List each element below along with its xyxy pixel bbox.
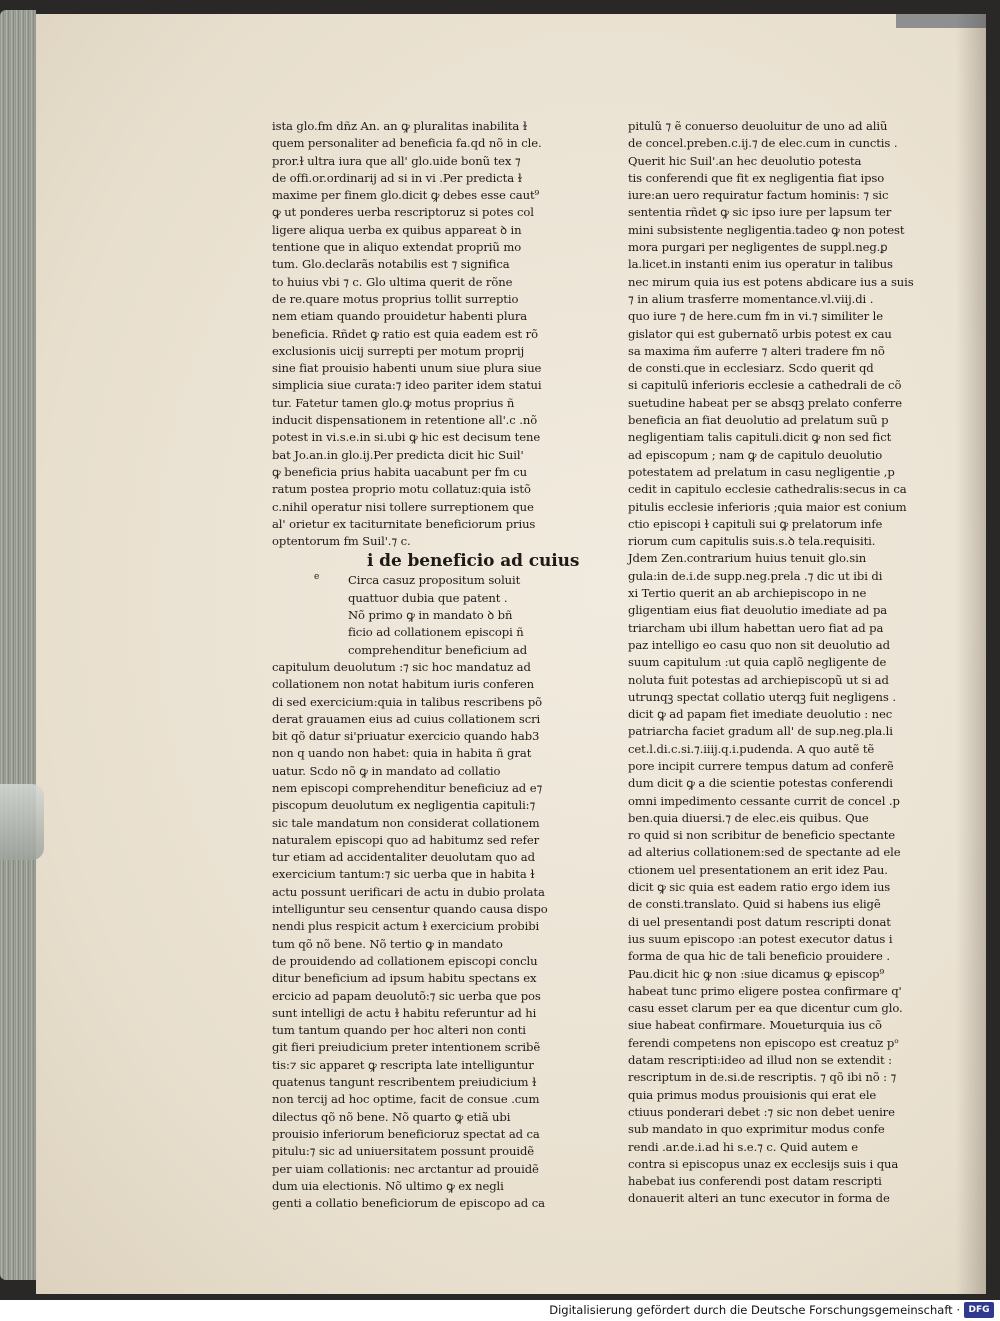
text-line: negligentiam talis capituli.dicit ꝙ non sed fict — [628, 430, 892, 445]
text-line: tur etiam ad accidentaliter deuolutam quo ad — [272, 850, 535, 865]
text-line: dicit ꝙ sic quia est eadem ratio ergo idem ius — [628, 880, 891, 895]
text-line: pitulu:⁊ sic ad uniuersitatem possunt prouidẽ — [272, 1144, 535, 1159]
section-heading: i de beneficio ad cuius — [367, 551, 580, 572]
right-column-lines — [628, 118, 914, 1208]
text-line: tum. Glo.declarãs notabilis est ⁊ significa — [272, 257, 510, 272]
text-line: quattuor dubia que patent . — [348, 590, 508, 605]
text-line: ꝙ beneficia prius habita uacabunt per fm cu — [272, 464, 527, 479]
text-line: si capitulũ inferioris ecclesie a cathedrali de cõ — [628, 378, 902, 393]
text-line: ligere aliqua uerba ex quibus appareat ꝺ in — [272, 222, 522, 237]
text-line: sine fiat prouisio habenti unum siue plura siue — [272, 361, 542, 376]
text-line: optentorum fm Suil'.⁊ c. — [272, 534, 411, 549]
text-line: dilectus qõ nõ bene. Nõ quarto ꝙ etiã ubi — [272, 1109, 511, 1124]
text-line: bit qõ datur si'priuatur exercicio quando hab3 — [272, 729, 540, 744]
text-line: suetudine habeat per se absqꝫ prelato conferre — [628, 395, 902, 410]
text-line: prouisio inferiorum beneficioruz spectat ad ca — [272, 1126, 540, 1141]
text-line: siue habeat confirmare. Moueturquia ius cõ — [628, 1018, 882, 1033]
footer-funding-text: Digitalisierung gefördert durch die Deutsche Forschungsgemeinschaft · — [549, 1303, 960, 1317]
text-line: pore incipit currere tempus datum ad conferẽ — [628, 758, 894, 773]
text-line: ad alterius collationem:sed de spectante ad ele — [628, 845, 901, 860]
text-line: quo iure ⁊ de here.cum fm in vi.⁊ similiter le — [628, 309, 884, 324]
text-line: nem etiam quando prouidetur habenti plura — [272, 309, 528, 324]
text-line: riorum cum capitulis suis.s.ꝺ tela.requisiti. — [628, 534, 876, 549]
text-line: habeat tunc primo eligere postea confirmare q' — [628, 983, 902, 998]
text-line: xi Tertio querit an ab archiepiscopo in ne — [628, 586, 867, 601]
text-line: tur. Fatetur tamen glo.ꝙ motus proprius ñ — [272, 395, 515, 410]
text-line: sub mandato in quo exprimitur modus confe — [628, 1122, 885, 1137]
text-line: derat grauamen eius ad cuius collationem scri — [272, 711, 541, 726]
text-line: actu possunt uerificari de actu in dubio prolata — [272, 884, 545, 899]
text-line: inducit dispensationem in retentione all'.c .nõ — [272, 413, 538, 428]
text-line: noluta fuit potestas ad archiepiscopũ ut si ad — [628, 672, 889, 687]
text-line: ferendi competens non episcopo est creatuz pᵒ — [628, 1035, 899, 1050]
left-column-lines-after — [272, 659, 548, 1213]
text-line: pitulũ ⁊ ẽ conuerso deuoluitur de uno ad aliũ — [628, 119, 888, 133]
page-gutter-shadow — [956, 14, 986, 1294]
dfg-logo: DFG — [964, 1302, 994, 1318]
text-line: beneficia an fiat deuolutio ad prelatum suũ p — [628, 413, 889, 428]
text-line: de consti.translato. Quid si habens ius eligẽ — [628, 897, 881, 912]
left-column-indented-lines — [272, 572, 528, 658]
text-line: nec mirum quia ius est potens abdicare ius a suis — [628, 274, 914, 289]
text-line: bat Jo.an.in glo.ij.Per predicta dicit hic Suil' — [272, 447, 524, 462]
text-line: la.licet.in instanti enim ius operatur in talibus — [628, 257, 893, 272]
text-line: genti a collatio beneficiorum de episcopo ad ca — [272, 1196, 545, 1211]
text-line: de offi.or.ordinarij ad si in vi .Per predicta ɫ — [272, 170, 522, 185]
text-line: di sed exercicium:quia in talibus rescribens põ — [272, 694, 543, 709]
text-line: gligentiam eius fiat deuolutio imediate ad pa — [628, 603, 888, 618]
text-line: datam rescripti:ideo ad illud non se extendit : — [628, 1053, 892, 1068]
text-line: contra si episcopus unaz ex ecclesijs suis i qua — [628, 1156, 899, 1171]
text-line: git fieri preiudicium preter intentionem scribẽ — [272, 1040, 541, 1055]
text-line: pror.ɫ ultra iura que all' glo.uide bonũ tex ⁊ — [272, 153, 521, 168]
text-line: ercicio ad papam deuolutõ:⁊ sic uerba que pos — [272, 988, 541, 1003]
text-line: Circa casuz propositum soluit — [348, 573, 521, 588]
text-line: potest in vi.s.e.in si.ubi ꝙ hic est decisum tene — [272, 430, 541, 445]
text-line: de prouidendo ad collationem episcopi conclu — [272, 953, 538, 968]
text-line: gislator qui est gubernatõ urbis potest ex cau — [628, 326, 892, 341]
text-line: omni impedimento cessante currit de concel .p — [628, 793, 900, 808]
text-line: triarcham ubi illum habettan uero fiat ad pa — [628, 620, 884, 635]
text-line: utrunqꝫ spectat collatio uterqꝫ fuit negligens . — [628, 689, 896, 704]
text-line: quatenus tangunt rescribentem preiudicium ɫ — [272, 1075, 537, 1090]
text-line: beneficia. Rñdet ꝙ ratio est quia eadem est rõ — [272, 326, 538, 341]
text-line: paz intelligo eo casu quo non sit deuolutio ad — [628, 637, 890, 652]
text-line: ro quid si non scribitur de beneficio spectante — [628, 828, 896, 843]
text-line: forma de qua hic de tali beneficio prouidere . — [628, 949, 890, 964]
text-line: donauerit alteri an tunc executor in forma de — [628, 1191, 890, 1206]
text-line: sic tale mandatum non considerat collationem — [272, 815, 540, 830]
text-line: patriarcha faciet gradum all' de sup.neg.pla.li — [628, 724, 893, 739]
text-line: rendi .ar.de.i.ad hi s.e.⁊ c. Quid autem e — [628, 1139, 858, 1154]
text-line: di uel presentandi post datum rescripti donat — [628, 914, 891, 929]
text-line: ꝙ ut ponderes uerba rescriptoruz si potes col — [272, 205, 534, 220]
text-line: per uiam collationis: nec arctantur ad prouidẽ — [272, 1161, 539, 1176]
text-line: sententia rñdet ꝙ sic ipso iure per lapsum ter — [628, 205, 892, 220]
text-line: maxime per finem glo.dicit ꝙ debes esse caut⁹ — [272, 188, 540, 203]
text-line: non q uando non habet: quia in habita ñ grat — [272, 746, 532, 761]
text-line: ficio ad collationem episcopi ñ — [348, 625, 524, 640]
text-line: Pau.dicit hic ꝙ non :siue dicamus ꝙ episcop⁹ — [628, 966, 885, 981]
page-clip — [0, 784, 44, 860]
text-line: dum dicit ꝙ a die scientie potestas conferendi — [628, 776, 893, 791]
text-line: nendi plus respicit actum ɫ exercicium probibi — [272, 919, 540, 934]
text-line: dicit ꝙ ad papam fiet imediate deuolutio : nec — [628, 707, 893, 722]
text-line: tis conferendi que fit ex negligentia fiat ipso — [628, 170, 885, 185]
text-line: gula:in de.i.de supp.neg.prela .⁊ dic ut ibi di — [628, 568, 883, 583]
text-line: quia primus modus prouisionis qui erat ele — [628, 1087, 877, 1102]
text-line: mini subsistente negligentia.tadeo ꝙ non potest — [628, 222, 905, 237]
text-line: collationem non notat habitum iuris conferen — [272, 677, 535, 692]
text-line: intelliguntur seu censentur quando causa dispo — [272, 902, 548, 917]
right-text-column — [628, 118, 914, 1208]
text-line: naturalem episcopi quo ad habitumz sed refer — [272, 832, 540, 847]
text-line: de consti.que in ecclesiarz. Scdo querit qd — [628, 361, 874, 376]
text-line: to huius vbi ⁊ c. Glo ultima querit de rõne — [272, 274, 513, 289]
text-line: suum capitulum :ut quia caplõ negligente de — [628, 655, 887, 670]
text-line: habebat ius conferendi post datam rescripti — [628, 1174, 882, 1189]
text-line: ben.quia diuersi.⁊ de elec.eis quibus. Que — [628, 810, 869, 825]
text-line: tis:⁊ sic apparet ꝙ rescripta late intelliguntur — [272, 1057, 534, 1072]
text-line: ctio episcopi ɫ capituli sui ꝙ prelatorum infe — [628, 516, 883, 531]
text-line: ctionem uel presentationem an erit idez Pau. — [628, 862, 888, 877]
page-stack-edge — [0, 10, 36, 1280]
text-line: de re.quare motus proprius tollit surreptio — [272, 291, 519, 306]
text-line: ista glo.fm dñz An. an ꝙ pluralitas inabilita ɫ — [272, 119, 528, 133]
text-line: rescriptum in de.si.de rescriptis. ⁊ qõ ibi nõ : ⁊ — [628, 1070, 897, 1085]
text-line: iure:an uero requiratur factum hominis: ⁊ sic — [628, 188, 889, 203]
text-line: tum tantum quando per hoc alteri non conti — [272, 1023, 526, 1038]
text-line: exercicium tantum:⁊ sic uerba que in habita ɫ — [272, 867, 535, 882]
text-line: exclusionis uicij surrepti per motum proprij — [272, 343, 525, 358]
rubric-mark: e — [314, 572, 320, 582]
text-line: capitulum deuolutum :⁊ sic hoc mandatuz ad — [272, 659, 531, 674]
text-line: ius suum episcopo :an potest executor datus i — [628, 931, 893, 946]
text-line: tentione que in aliquo extendat propriũ mo — [272, 240, 522, 255]
text-line: piscopum deuolutum ex negligentia capituli:⁊ — [272, 798, 536, 813]
text-line: dum uia electionis. Nõ ultimo ꝙ ex negli — [272, 1178, 504, 1193]
text-line: ratum postea proprio motu collatuz:quia istõ — [272, 482, 531, 497]
text-line: quem personaliter ad beneficia fa.qd nõ in cle. — [272, 136, 542, 151]
text-line: cedit in capitulo ecclesie cathedralis:secus in ca — [628, 482, 907, 497]
text-line: tum qõ nõ bene. Nõ tertio ꝙ in mandato — [272, 936, 503, 951]
text-line: ad episcopum ; nam ꝙ de capitulo deuolutio — [628, 447, 883, 462]
text-line: potestatem ad prelatum in casu negligentie ,p — [628, 464, 895, 479]
text-line: sunt intelligi de actu ɫ habitu referuntur ad hi — [272, 1005, 537, 1020]
text-line: Jdem Zen.contrarium huius tenuit glo.sin — [628, 551, 867, 566]
left-text-column — [272, 118, 580, 1212]
text-line: Nõ primo ꝙ in mandato ꝺ bñ — [348, 608, 513, 623]
text-line: de concel.preben.c.ij.⁊ de elec.cum in cunctis . — [628, 136, 898, 151]
text-line: nem episcopi comprehenditur beneficiuz ad e⁊ — [272, 780, 543, 795]
text-line: comprehenditur beneficium ad — [348, 642, 528, 657]
text-line: ditur beneficium ad ipsum habitu spectans ex — [272, 971, 537, 986]
text-line: pitulis ecclesie inferioris ;quia maior est conium — [628, 499, 907, 514]
text-line: Querit hic Suil'.an hec deuolutio potesta — [628, 153, 862, 168]
text-line: ⁊ in alium trasferre momentance.vl.viij.di . — [628, 291, 874, 306]
text-line: simplicia siue curata:⁊ ideo pariter idem statui — [272, 378, 542, 393]
text-line: ctiuus ponderari debet :⁊ sic non debet uenire — [628, 1104, 895, 1119]
text-line: uatur. Scdo nõ ꝙ in mandato ad collatio — [272, 763, 501, 778]
left-column-lines-before-heading — [272, 118, 542, 550]
text-line: casu esset clarum per ea que dicentur cum glo. — [628, 1001, 903, 1016]
footer-bar — [0, 1300, 1000, 1321]
text-line: cet.l.di.c.si.⁊.iiij.q.i.pudenda. A quo autẽ tẽ — [628, 741, 875, 756]
text-line: non tercij ad hoc optime, facit de consue .cum — [272, 1092, 540, 1107]
text-line: al' orietur ex taciturnitate beneficiorum prius — [272, 516, 536, 531]
text-line: c.nihil operatur nisi tollere surreptionem que — [272, 499, 534, 514]
text-line: mora purgari per negligentes de suppl.neg.ꝑ — [628, 240, 888, 255]
text-line: sa maxima ñm auferre ⁊ alteri tradere fm nõ — [628, 343, 885, 358]
